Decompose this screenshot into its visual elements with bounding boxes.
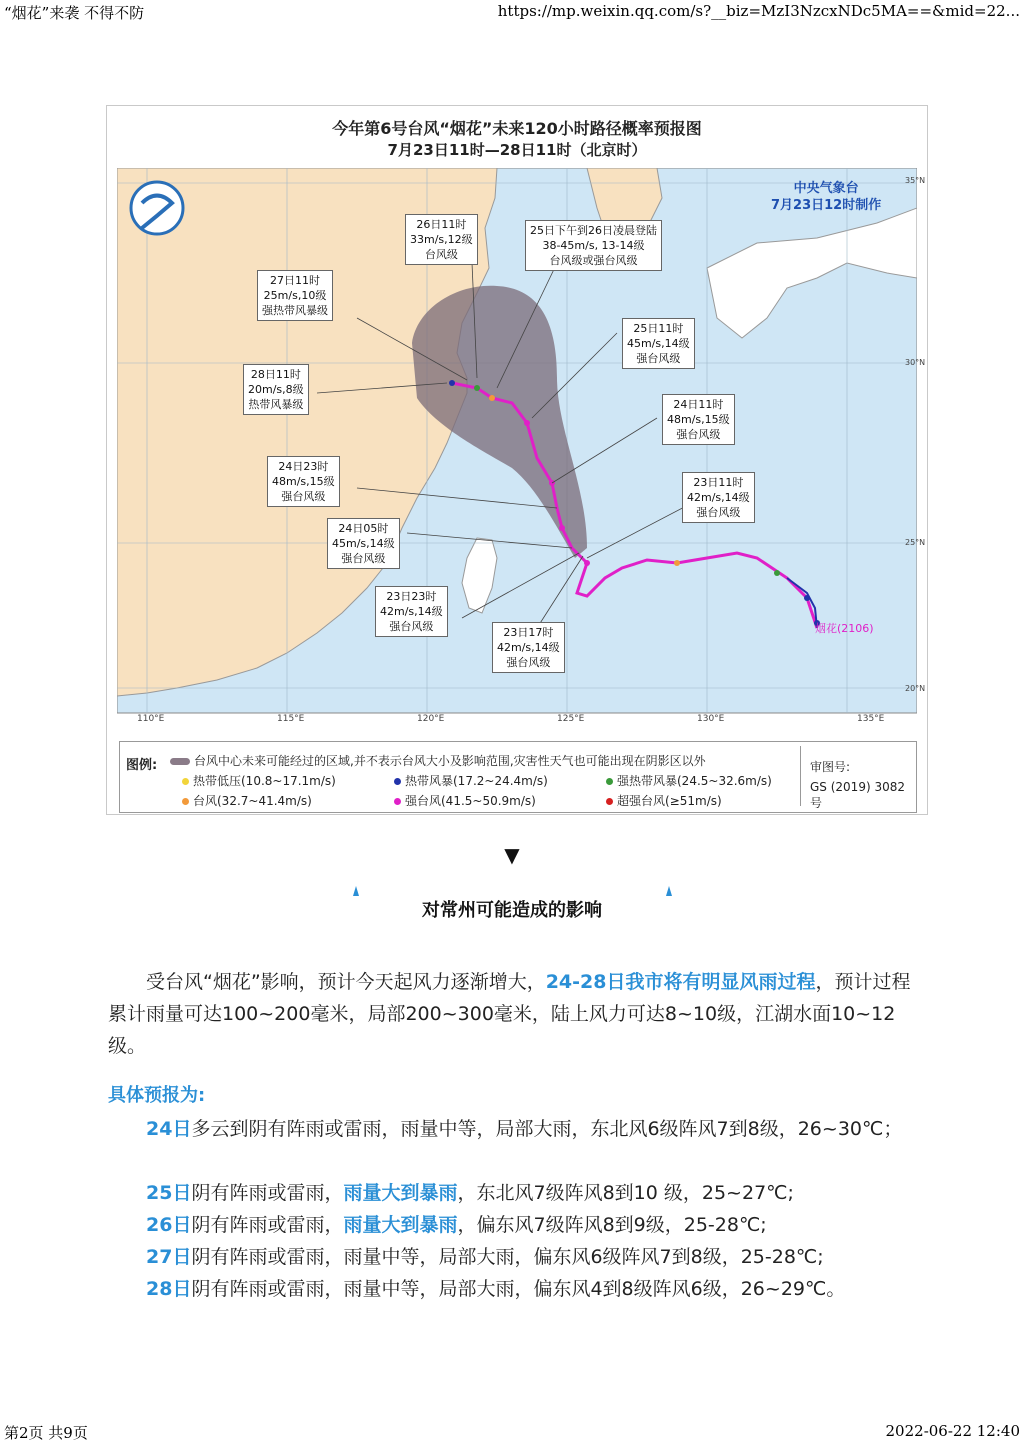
- callout-25-11: 25日11时 45m/s,14级 强台风级: [622, 318, 695, 369]
- down-arrow-icon: ▼: [504, 843, 520, 867]
- legend-divider: [800, 746, 801, 806]
- legend-superty: 超强台风(≥51m/s): [606, 792, 722, 809]
- forecast-day-28: 28日阴有阵雨或雷雨，雨量中等，局部大雨，偏东风4到8级阵风6级，26~29℃。: [146, 1278, 846, 1300]
- callout-28-11: 28日11时 20m/s,8级 热带风暴级: [243, 364, 309, 415]
- typhoon-forecast-map: [106, 105, 928, 815]
- legend-dot-ts: [394, 778, 401, 785]
- forecast-day-27: 27日阴有阵雨或雷雨，雨量中等，局部大雨，偏东风6级阵风7到8级，25-28℃;: [146, 1246, 824, 1268]
- legend-dot-sts: [606, 778, 613, 785]
- agency-label: 中央气象台 7月23日12时制作: [771, 181, 882, 213]
- map-subtitle: 7月23日11时—28日11时（北京时）: [387, 141, 647, 159]
- legend-dot-superty: [606, 798, 613, 805]
- forecast-day-26: 26日阴有阵雨或雷雨，雨量大到暴雨，偏东风7级阵风8到9级，25-28℃;: [146, 1214, 767, 1236]
- legend-td: 热带低压(10.8~17.1m/s): [182, 772, 336, 789]
- legend-dot-ty: [182, 798, 189, 805]
- forecast-title: 具体预报为:: [108, 1085, 206, 1106]
- map-legend: [119, 741, 917, 813]
- lat-label-35: 35°N: [905, 176, 926, 185]
- callout-24-05: 24日05时 45m/s,14级 强台风级: [327, 518, 400, 569]
- lon-label-125: 125°E: [557, 714, 585, 724]
- page-counter: 第2页 共9页: [4, 1424, 88, 1442]
- lat-label-20: 20°N: [905, 684, 926, 693]
- lon-label-130: 130°E: [697, 714, 725, 724]
- print-header: [0, 0, 1024, 24]
- intro-highlight: 24-28日我市将有明显风雨过程: [545, 971, 816, 993]
- print-timestamp: 2022-06-22 12:40: [885, 1422, 1020, 1440]
- callout-24-11: 24日11时 48m/s,15级 强台风级: [662, 394, 735, 445]
- heading-right-tick-icon: [666, 886, 672, 896]
- legend-dot-sty: [394, 798, 401, 805]
- legend-cone-desc: 台风中心未来可能经过的区域,并不表示台风大小及影响范围,灾害性天气也可能出现在阴影区以外: [170, 752, 706, 769]
- callout-23-11: 23日11时 42m/s,14级 强台风级: [682, 472, 755, 523]
- print-footer: [0, 1420, 1024, 1446]
- legend-sty: 强台风(41.5~50.9m/s): [394, 792, 536, 809]
- forecast-day-25: 25日阴有阵雨或雷雨，雨量大到暴雨，东北风7级阵风8到10 级，25~27℃;: [146, 1182, 794, 1204]
- legend-ty: 台风(32.7~41.4m/s): [182, 792, 312, 809]
- callout-27-11: 27日11时 25m/s,10级 强热带风暴级: [257, 270, 333, 321]
- typhoon-name-label: 烟花(2106): [815, 622, 874, 635]
- callout-23-23: 23日23时 42m/s,14级 强台风级: [375, 586, 448, 637]
- legend-ts: 热带风暴(17.2~24.4m/s): [394, 772, 548, 789]
- lon-label-115: 115°E: [277, 714, 305, 724]
- forecast-day-24: 24日多云到阴有阵雨或雷雨，雨量中等，局部大雨，东北风6级阵风7到8级，26~30℃；: [146, 1118, 903, 1140]
- lat-label-30: 30°N: [905, 358, 926, 367]
- intro-paragraph: 受台风“烟花”影响，预计今天起风力逐渐增大，24-28日我市将有明显风雨过程，预计过程累计雨量可达100~200毫米，局部200~300毫米，陆上风力可达8~10级，江湖水面10~12级。: [108, 971, 911, 1057]
- lon-label-120: 120°E: [417, 714, 445, 724]
- review-number: GS (2019) 3082号: [810, 780, 905, 810]
- review-label: 审图号:: [810, 760, 851, 774]
- legend-dot-td: [182, 778, 189, 785]
- cma-logo: [131, 182, 183, 234]
- page-url[interactable]: https://mp.weixin.qq.com/s?__biz=MzI3NzcxNDc5MA==&mid=22...: [497, 2, 1020, 20]
- cone-swatch: [170, 758, 190, 765]
- map-title: 今年第6号台风“烟花”未来120小时路径概率预报图: [332, 119, 702, 138]
- heading-left-tick-icon: [353, 886, 359, 896]
- lon-label-135: 135°E: [857, 714, 885, 724]
- callout-landfall: 25日下午到26日凌晨登陆 38-45m/s, 13-14级 台风级或强台风级: [525, 220, 662, 271]
- legend-title: 图例:: [126, 758, 158, 773]
- callout-24-23: 24日23时 48m/s,15级 强台风级: [267, 456, 340, 507]
- callout-23-17: 23日17时 42m/s,14级 强台风级: [492, 622, 565, 673]
- lon-label-110: 110°E: [137, 714, 165, 724]
- callout-26-11: 26日11时 33m/s,12级 台风级: [405, 214, 478, 265]
- section-heading: 对常州可能造成的影响: [422, 900, 602, 921]
- page-title: “烟花”来袭 不得不防: [4, 4, 145, 22]
- lat-label-25: 25°N: [905, 538, 926, 547]
- legend-sts: 强热带风暴(24.5~32.6m/s): [606, 772, 772, 789]
